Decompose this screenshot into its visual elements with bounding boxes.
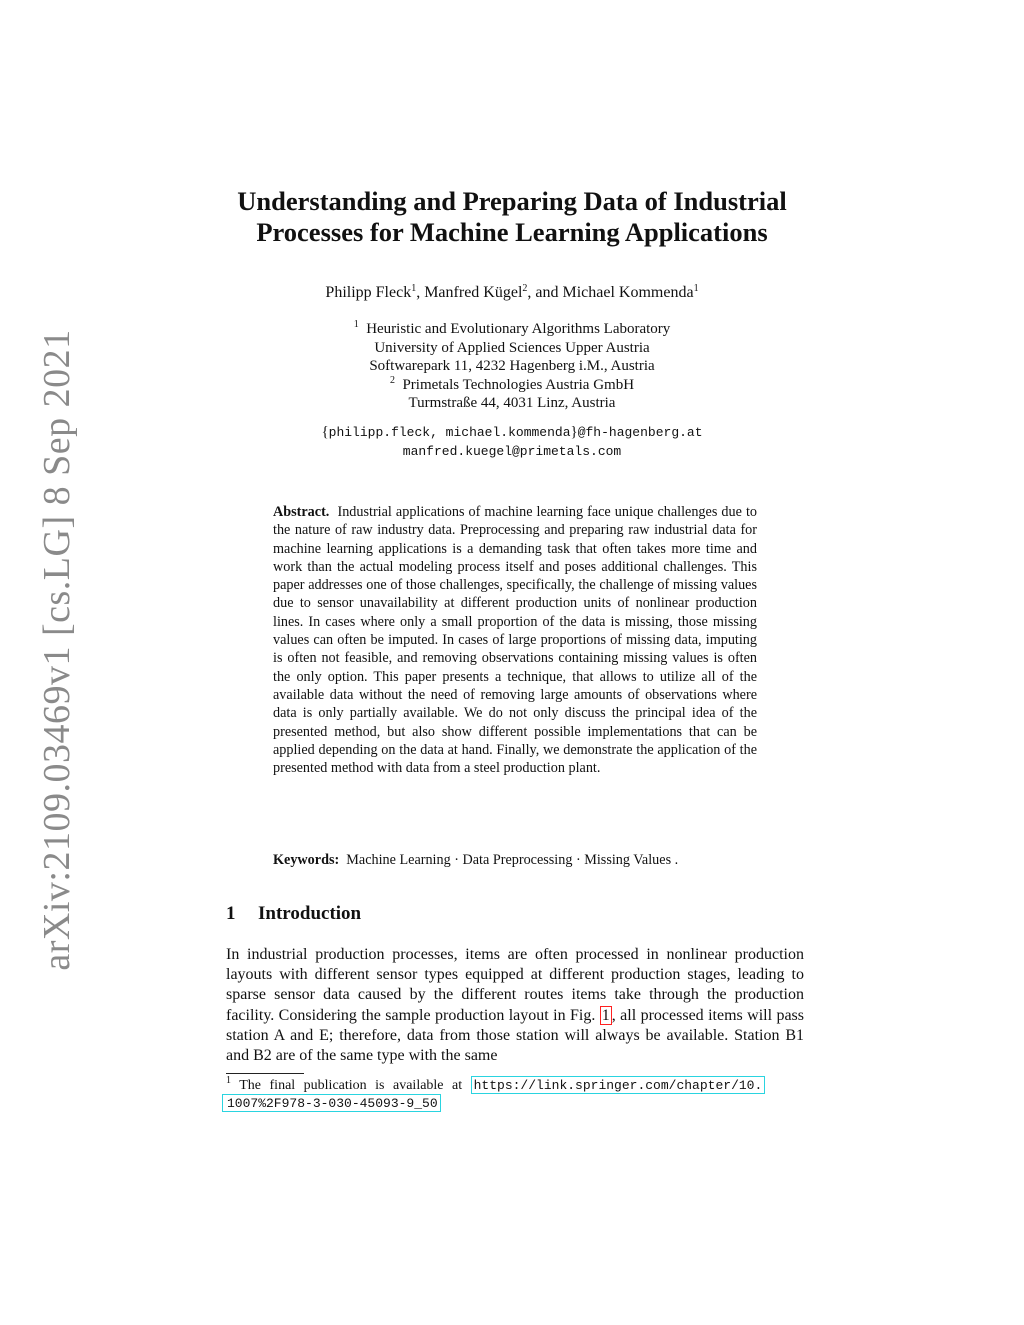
author-name: Manfred Kügel bbox=[424, 284, 523, 301]
arxiv-identifier: arXiv:2109.03469v1 [cs.LG] 8 Sep 2021 bbox=[36, 329, 78, 971]
section-title: Introduction bbox=[258, 903, 362, 924]
footnote-url-link-continued[interactable]: 1007%2F978-3-030-45093-9_50 bbox=[222, 1094, 441, 1112]
footnote-line-1 bbox=[226, 1077, 806, 1095]
email-line-1 bbox=[0, 423, 1024, 442]
affiliation-1-line-1 bbox=[0, 320, 1024, 339]
author-affiliation-mark: 2 bbox=[522, 283, 528, 294]
paper-title bbox=[0, 186, 1024, 248]
footnote-number: 1 bbox=[226, 1075, 231, 1086]
email-line-2: manfred.kuegel@primetals.com bbox=[402, 444, 622, 459]
author-separator: , bbox=[416, 284, 425, 301]
affiliation-1-line-3: Softwarepark 11, 4232 Hagenberg i.M., Austria bbox=[369, 358, 655, 374]
body-paragraph bbox=[226, 945, 804, 1066]
section-heading bbox=[226, 903, 361, 925]
author-list bbox=[0, 284, 1024, 302]
affiliation-2-line-1 bbox=[0, 376, 1024, 395]
email-domain: @fh-hagenberg.at bbox=[577, 425, 703, 440]
author-name: Philipp Fleck bbox=[325, 284, 412, 301]
affiliations bbox=[0, 320, 1024, 413]
author-affiliation-mark: 1 bbox=[693, 283, 699, 294]
keywords-text: Machine Learning · Data Preprocessing · Missing Values . bbox=[346, 852, 679, 868]
section-number: 1 bbox=[226, 903, 236, 924]
body-text-part-2: , all processed items will pass station A and E; therefore, data from those station will always be available. Station B1 and B2 are of the same type with the same bbox=[226, 1006, 805, 1065]
affiliation-text: Primetals Technologies Austria GmbH bbox=[402, 376, 635, 393]
affiliation-number: 2 bbox=[389, 374, 395, 386]
author-separator: , and bbox=[527, 284, 563, 301]
abstract bbox=[273, 503, 757, 777]
keywords bbox=[273, 852, 763, 869]
abstract-label: Abstract. bbox=[273, 504, 330, 520]
author-name: Michael Kommenda bbox=[562, 284, 694, 301]
title-line-1: Understanding and Preparing Data of Industrial bbox=[237, 186, 787, 216]
affiliation-text: Heuristic and Evolutionary Algorithms Laboratory bbox=[366, 321, 671, 337]
affiliation-2-line-2: Turmstraße 44, 4031 Linz, Austria bbox=[408, 395, 616, 411]
affiliation-number: 1 bbox=[353, 319, 359, 330]
footnote-rule bbox=[226, 1073, 304, 1074]
footnote bbox=[226, 1077, 806, 1113]
abstract-text: Industrial applications of machine learning face unique challenges due to the nature of raw industry data. Preprocessing and preparing raw industrial data for machine learning applications is a demanding task that often takes more time and work than the actual modeling process itself and poses additional challenges. This paper addresses one of those challenges, specifically, the challenge of missing values due to sensor unavailability at different production units of nonlinear production lines. In cases where only a small proportion of the data is missing, those missing values can often be imputed. In cases of large proportions of missing data, imputing is often not feasible, and removing observations containing missing values is often the only option. This paper presents a technique, that allows to utilize all of the available data without the need of removing large amounts of observations where data is only partially available. We do not only discuss the principal idea of the presented method, but also show different possible implementations that can be applied depending on the data at hand. Finally, we demonstrate the application of the presented method with data from a steel production plant. bbox=[273, 504, 757, 777]
email-group: philipp.fleck, michael.kommenda bbox=[328, 425, 571, 440]
brace-close: } bbox=[570, 424, 578, 440]
keywords-label: Keywords: bbox=[273, 852, 340, 868]
email-block bbox=[0, 423, 1024, 461]
footnote-line-2 bbox=[227, 1095, 806, 1113]
affiliation-1-line-2: University of Applied Sciences Upper Austria bbox=[374, 339, 650, 356]
footnote-text: The final publication is available at bbox=[239, 1078, 463, 1093]
figure-reference-link[interactable]: 1 bbox=[601, 1006, 610, 1024]
footnote-url-link[interactable]: https://link.springer.com/chapter/10. bbox=[471, 1076, 766, 1094]
brace-open: { bbox=[321, 424, 329, 440]
body-text-part-1: In industrial production processes, items are often processed in nonlinear production layouts with different sensor types equipped at different production stages, leading to sparse sensor data caused by the different routes items take through the production facility. Considering the sample production layout in Fig. bbox=[226, 946, 804, 1024]
author-affiliation-mark: 1 bbox=[411, 283, 417, 294]
title-line-2: Processes for Machine Learning Applications bbox=[256, 217, 768, 247]
